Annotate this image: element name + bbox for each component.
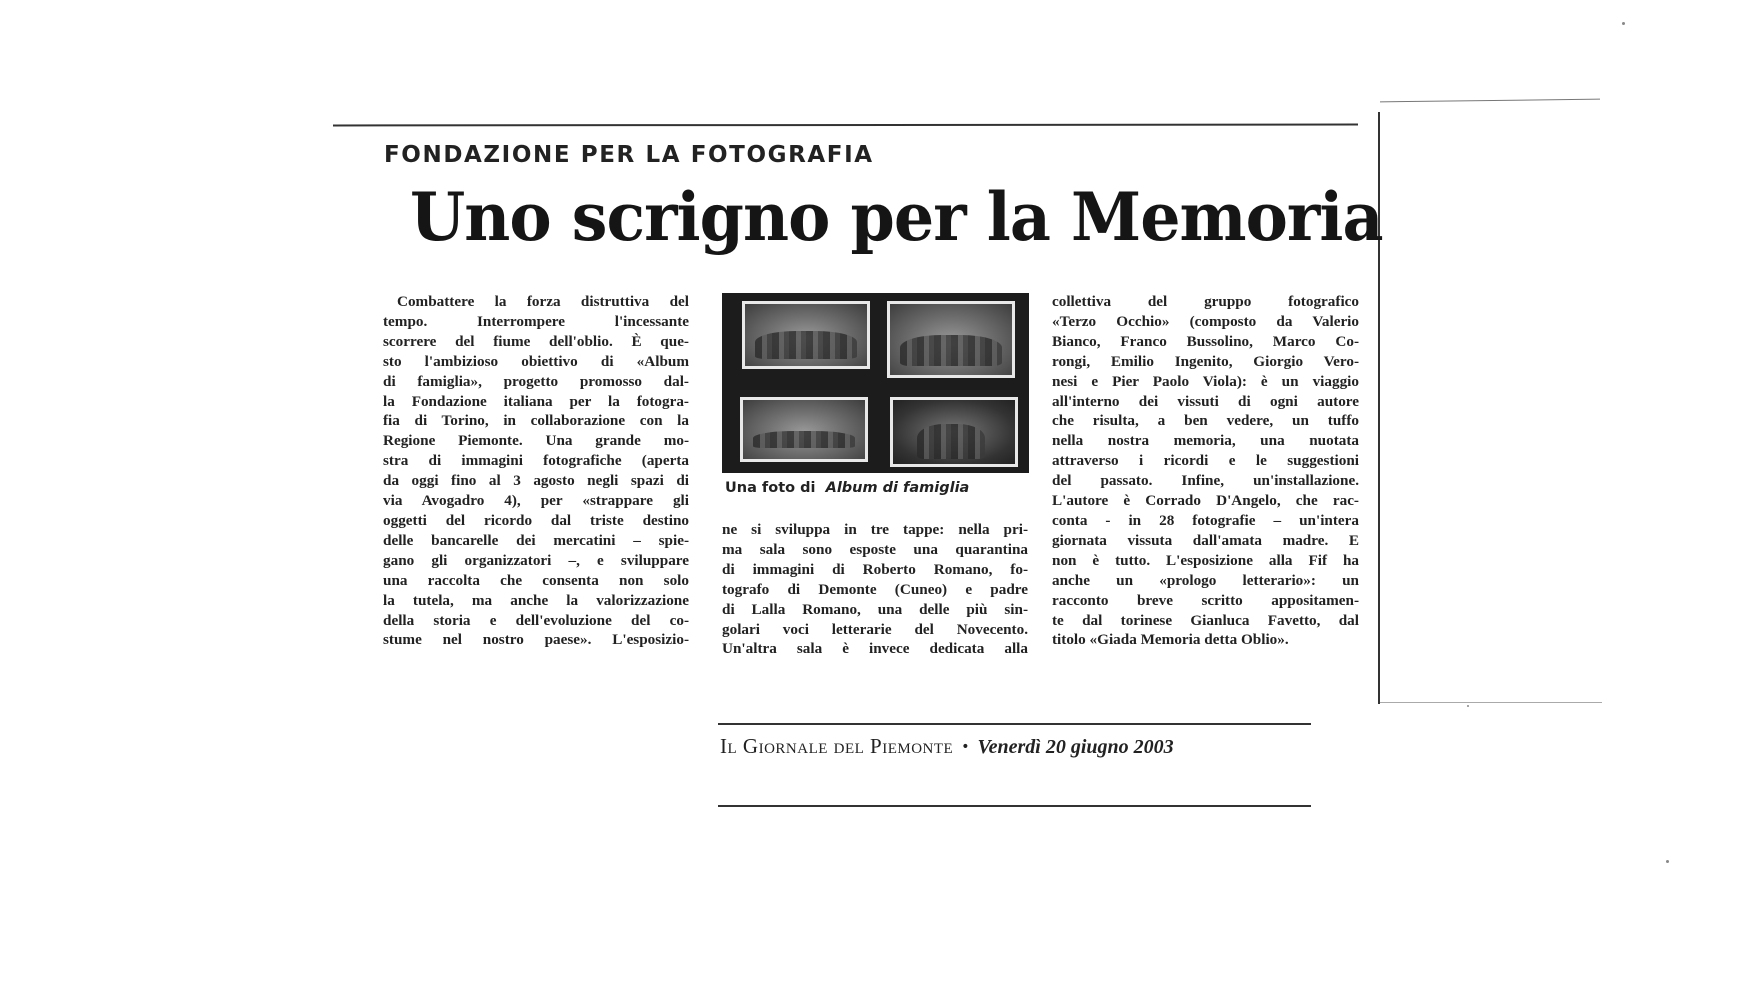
- article-text-line: nesi e Pier Paolo Viola): è un viaggio: [1052, 372, 1359, 390]
- article-text-line: delle bancarelle dei mercatini – spie-: [383, 531, 689, 549]
- article-text-line: sto l'ambizioso obiettivo di «Album: [383, 352, 689, 370]
- article-text-line: ma sala sono esposte una quarantina: [722, 540, 1028, 558]
- article-text-line: Combattere la forza distruttiva del: [397, 293, 689, 310]
- article-text-line: nella nostra memoria, una nuotata: [1052, 432, 1359, 450]
- caption-title: Album di famiglia: [825, 480, 970, 496]
- article-kicker: FONDAZIONE PER LA FOTOGRAFIA: [384, 142, 874, 168]
- publication-date: Venerdì 20 giugno 2003: [977, 736, 1174, 758]
- article-text-line: la Fondazione italiana per la fotogra-: [383, 392, 689, 410]
- paste-edge-bottom: [1380, 702, 1602, 703]
- photo-collage: [722, 293, 1029, 473]
- article-text-line: te dal torinese Gianluca Favetto, dal: [1052, 611, 1359, 629]
- article-text-line: scorrere del fiume dell'oblio. È que-: [383, 332, 689, 350]
- article-text-line: Bianco, Franco Bussolino, Marco Co-: [1052, 332, 1359, 350]
- footer-rule-bottom: [718, 805, 1311, 807]
- scan-speck: [1467, 705, 1469, 707]
- article-text-line: golari voci letterarie del Novecento.: [722, 620, 1028, 638]
- paste-edge-top: [1380, 99, 1600, 103]
- article-text-line: della storia e dell'evoluzione del co-: [383, 611, 689, 629]
- newspaper-masthead: [720, 734, 1174, 759]
- article-text-line: che risulta, a ben vedere, un tuffo: [1052, 412, 1359, 430]
- article-text-line: del passato. Infine, un'installazione.: [1052, 472, 1359, 490]
- caption-prefix: Una foto di: [725, 480, 816, 496]
- article-column-3: [1052, 292, 1359, 650]
- footer-rule-top: [718, 723, 1311, 725]
- article-text-line: di famiglia», progetto promosso dal-: [383, 372, 689, 390]
- article-text-line: attraverso i ricordi e le suggestioni: [1052, 452, 1359, 470]
- scan-speck: [1666, 860, 1669, 863]
- top-rule: [333, 124, 1358, 127]
- article-text-line: all'interno dei vissuti di ogni autore: [1052, 392, 1359, 410]
- article-text-line: la tutela, ma anche la valorizzazione: [383, 591, 689, 609]
- article-column-1: [383, 292, 689, 650]
- article-text-line: tografo di Demonte (Cuneo) e padre: [722, 580, 1028, 598]
- article-text-line: Un'altra sala è invece dedicata alla: [722, 640, 1028, 658]
- family-photo-3: [740, 397, 868, 462]
- article-text-line: conta - in 28 fotografie – un'intera: [1052, 511, 1359, 529]
- article-text-line: di immagini di Roberto Romano, fo-: [722, 560, 1028, 578]
- article-text-line: di Lalla Romano, una delle più sin-: [722, 600, 1028, 618]
- article-text-line: una raccolta che consenta non solo: [383, 571, 689, 589]
- article-text-line: oggetti del ricordo dal triste destino: [383, 511, 689, 529]
- family-photo-1: [742, 301, 870, 369]
- article-text-line: fia di Torino, in collaborazione con la: [383, 412, 689, 430]
- family-photo-2: [887, 301, 1015, 378]
- article-text-line: tempo. Interrompere l'incessante: [383, 312, 689, 330]
- article-text-line: collettiva del gruppo fotografico: [1052, 293, 1359, 310]
- article-text-line: L'autore è Corrado D'Angelo, che rac-: [1052, 492, 1359, 510]
- article-text-line: via Avogadro 4), per «strappare gli: [383, 492, 689, 510]
- article-text-line: da oggi fino al 3 agosto negli spazi di: [383, 472, 689, 490]
- article-text-line: gano gli organizzatori –, e sviluppare: [383, 551, 689, 569]
- family-photo-4: [890, 397, 1018, 467]
- article-text-line: ne si sviluppa in tre tappe: nella pri-: [722, 521, 1028, 538]
- article-text-line: stume nel nostro paese». L'esposizio-: [383, 631, 689, 649]
- masthead-separator: •: [961, 739, 970, 755]
- article-headline: Uno scrigno per la Memoria: [410, 178, 1383, 256]
- article-text-line: stra di immagini fotografiche (aperta: [383, 452, 689, 470]
- article-column-2: [722, 520, 1028, 659]
- article-text-line: «Terzo Occhio» (composto da Valerio: [1052, 312, 1359, 330]
- article-text-line: giornata vissuta dall'amata madre. E: [1052, 531, 1359, 549]
- article-text-line: rongi, Emilio Ingenito, Giorgio Vero-: [1052, 352, 1359, 370]
- article-text-line: titolo «Giada Memoria detta Oblio».: [1052, 631, 1289, 649]
- article-text-line: anche un «prologo letterario»: un: [1052, 571, 1359, 589]
- scan-speck: [1622, 22, 1625, 25]
- article-text-line: non è tutto. L'esposizione alla Fif ha: [1052, 551, 1359, 569]
- article-text-line: Regione Piemonte. Una grande mo-: [383, 432, 689, 450]
- photo-caption: [725, 480, 969, 496]
- newspaper-name: Il Giornale del Piemonte: [720, 734, 954, 758]
- article-text-line: racconto breve scritto appositamen-: [1052, 591, 1359, 609]
